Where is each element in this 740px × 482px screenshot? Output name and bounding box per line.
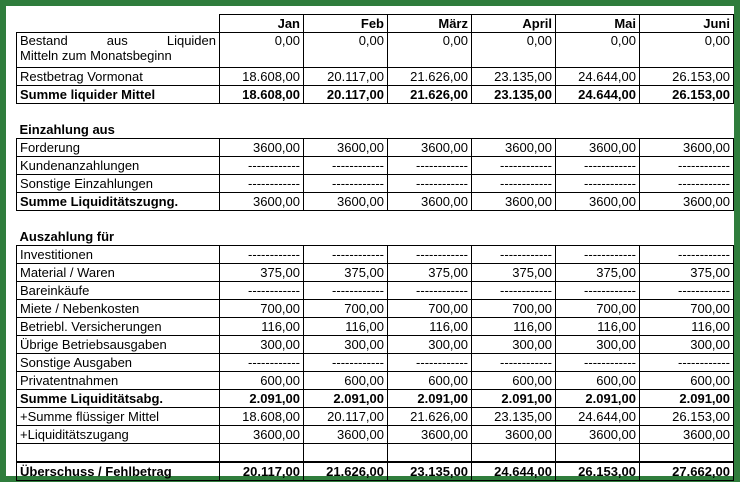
spacer-row [17, 211, 734, 229]
cell: 600,00 [304, 372, 388, 390]
row-label: Investitionen [17, 246, 220, 264]
cell: ------------ [556, 157, 640, 175]
cell: ------------ [388, 282, 472, 300]
cell: 700,00 [388, 300, 472, 318]
cell [472, 444, 556, 463]
row-label: Sonstige Einzahlungen [17, 175, 220, 193]
cell: 375,00 [388, 264, 472, 282]
cell: ------------ [304, 157, 388, 175]
cell: 18.608,00 [220, 86, 304, 104]
row-label-bestand [17, 33, 220, 68]
section-heading: Auszahlung für [19, 229, 115, 244]
row-label: Forderung [17, 139, 220, 157]
cell: 3600,00 [556, 426, 640, 444]
cell: 375,00 [304, 264, 388, 282]
sum-row [17, 193, 734, 211]
empty-row [17, 444, 734, 463]
cell: 3600,00 [556, 193, 640, 211]
cell: 3600,00 [304, 139, 388, 157]
cell: 700,00 [556, 300, 640, 318]
cell: 700,00 [472, 300, 556, 318]
cell: 3600,00 [388, 139, 472, 157]
table-row [17, 354, 734, 372]
cell: 600,00 [472, 372, 556, 390]
cell: ------------ [556, 246, 640, 264]
cell: ------------ [640, 246, 734, 264]
cell: ------------ [304, 354, 388, 372]
cell: 24.644,00 [556, 68, 640, 86]
header-row [17, 15, 734, 33]
cell: 20.117,00 [304, 86, 388, 104]
cell: 700,00 [220, 300, 304, 318]
cell: 3600,00 [304, 426, 388, 444]
cell: 300,00 [388, 336, 472, 354]
cell: 0,00 [556, 33, 640, 68]
cell: 300,00 [472, 336, 556, 354]
cell: 23.135,00 [472, 86, 556, 104]
cell: 3600,00 [472, 139, 556, 157]
cell: 116,00 [220, 318, 304, 336]
result-row [17, 462, 734, 481]
cell: 300,00 [556, 336, 640, 354]
header-month: Mai [556, 15, 640, 33]
cell: 700,00 [304, 300, 388, 318]
cell: 600,00 [556, 372, 640, 390]
cell: 600,00 [220, 372, 304, 390]
row-label: Bareinkäufe [17, 282, 220, 300]
cell: 600,00 [640, 372, 734, 390]
row-label: Sonstige Ausgaben [17, 354, 220, 372]
cell: ------------ [472, 157, 556, 175]
cell: ------------ [556, 282, 640, 300]
header-month: März [388, 15, 472, 33]
cell: 700,00 [640, 300, 734, 318]
cell: 26.153,00 [556, 462, 640, 481]
cell: ------------ [640, 157, 734, 175]
cell: 3600,00 [472, 426, 556, 444]
cell: 24.644,00 [472, 462, 556, 481]
cell: ------------ [388, 157, 472, 175]
cell: 23.135,00 [472, 68, 556, 86]
label-line: Bestand aus Liquiden [20, 33, 216, 48]
section-heading-row [17, 121, 734, 139]
cell: 116,00 [556, 318, 640, 336]
cell [304, 444, 388, 463]
cell: ------------ [556, 354, 640, 372]
cell: 18.608,00 [220, 408, 304, 426]
cell: ------------ [556, 175, 640, 193]
cell: 3600,00 [640, 193, 734, 211]
cell: 300,00 [640, 336, 734, 354]
row-label: Summe Liquiditätszugng. [17, 193, 220, 211]
table-row [17, 336, 734, 354]
cell: 2.091,00 [304, 390, 388, 408]
row-label: +Liquiditätszugang [17, 426, 220, 444]
cell: 3600,00 [220, 426, 304, 444]
cell [220, 444, 304, 463]
table-row [17, 139, 734, 157]
cell: ------------ [640, 282, 734, 300]
cell: 2.091,00 [388, 390, 472, 408]
cell: 3600,00 [556, 139, 640, 157]
cell: 3600,00 [388, 193, 472, 211]
spacer-row [17, 104, 734, 122]
cell: 21.626,00 [388, 408, 472, 426]
row-label: Überschuss / Fehlbetrag [17, 462, 220, 481]
cell [556, 444, 640, 463]
cell: 24.644,00 [556, 86, 640, 104]
section-heading-row [17, 228, 734, 246]
row-label: Summe liquider Mittel [17, 86, 220, 104]
row-label: +Summe flüssiger Mittel [17, 408, 220, 426]
cell: 23.135,00 [472, 408, 556, 426]
cell: 20.117,00 [220, 462, 304, 481]
cell: 0,00 [388, 33, 472, 68]
cell: 0,00 [640, 33, 734, 68]
table-row [17, 264, 734, 282]
cell: 20.117,00 [304, 68, 388, 86]
cell: 24.644,00 [556, 408, 640, 426]
cell: ------------ [388, 175, 472, 193]
header-month: Feb [304, 15, 388, 33]
cell: 0,00 [220, 33, 304, 68]
cell: 0,00 [304, 33, 388, 68]
section-heading: Einzahlung aus [19, 122, 115, 137]
table-row [17, 157, 734, 175]
cell: 27.662,00 [640, 462, 734, 481]
cell: ------------ [388, 246, 472, 264]
sum-row [17, 390, 734, 408]
cell: ------------ [304, 175, 388, 193]
cell: 116,00 [472, 318, 556, 336]
row-label: Übrige Betriebsausgaben [17, 336, 220, 354]
row-label: Summe Liquiditätsabg. [17, 390, 220, 408]
table-row [17, 372, 734, 390]
cell: 375,00 [556, 264, 640, 282]
table-row [17, 318, 734, 336]
cell: 26.153,00 [640, 86, 734, 104]
row-label: Kundenanzahlungen [17, 157, 220, 175]
cell: ------------ [388, 354, 472, 372]
row-label: Restbetrag Vormonat [17, 68, 220, 86]
table-row [17, 408, 734, 426]
cell: 21.626,00 [388, 68, 472, 86]
cell [388, 444, 472, 463]
cell: ------------ [220, 282, 304, 300]
cell [17, 444, 220, 463]
cell: 2.091,00 [472, 390, 556, 408]
header-month: Jan [220, 15, 304, 33]
table-row [17, 33, 734, 68]
table-row [17, 300, 734, 318]
cell: 21.626,00 [304, 462, 388, 481]
cell: 2.091,00 [556, 390, 640, 408]
row-label: Privatentnahmen [17, 372, 220, 390]
cell: ------------ [220, 157, 304, 175]
cell: 375,00 [640, 264, 734, 282]
cell: 3600,00 [640, 139, 734, 157]
cell: ------------ [640, 175, 734, 193]
label-line: Mitteln zum Monatsbeginn [20, 48, 172, 63]
cell: 26.153,00 [640, 408, 734, 426]
cell: 2.091,00 [640, 390, 734, 408]
cell: 300,00 [220, 336, 304, 354]
cell: 116,00 [640, 318, 734, 336]
table-row [17, 282, 734, 300]
cell: ------------ [304, 246, 388, 264]
sum-row [17, 86, 734, 104]
cell: ------------ [220, 246, 304, 264]
cell: 21.626,00 [388, 86, 472, 104]
cell: 116,00 [388, 318, 472, 336]
cell: 3600,00 [220, 139, 304, 157]
cell: 0,00 [472, 33, 556, 68]
cell: 116,00 [304, 318, 388, 336]
cell: 2.091,00 [220, 390, 304, 408]
cell: ------------ [472, 175, 556, 193]
table-row [17, 175, 734, 193]
cell: 3600,00 [640, 426, 734, 444]
cell: 375,00 [220, 264, 304, 282]
liquidity-plan-table [16, 14, 734, 481]
table-row [17, 426, 734, 444]
table-row [17, 68, 734, 86]
table-row [17, 246, 734, 264]
row-label: Betriebl. Versicherungen [17, 318, 220, 336]
cell [640, 444, 734, 463]
cell: 26.153,00 [640, 68, 734, 86]
cell: ------------ [220, 354, 304, 372]
cell: ------------ [220, 175, 304, 193]
header-corner [17, 15, 220, 33]
row-label: Miete / Nebenkosten [17, 300, 220, 318]
cell: 3600,00 [304, 193, 388, 211]
cell: 18.608,00 [220, 68, 304, 86]
cell: ------------ [472, 282, 556, 300]
cell: ------------ [640, 354, 734, 372]
cell: ------------ [472, 354, 556, 372]
cell: ------------ [304, 282, 388, 300]
cell: 23.135,00 [388, 462, 472, 481]
cell: 3600,00 [388, 426, 472, 444]
header-month: April [472, 15, 556, 33]
cell: 20.117,00 [304, 408, 388, 426]
cell: 3600,00 [472, 193, 556, 211]
cell: ------------ [472, 246, 556, 264]
cell: 375,00 [472, 264, 556, 282]
cell: 600,00 [388, 372, 472, 390]
row-label: Material / Waren [17, 264, 220, 282]
header-month: Juni [640, 15, 734, 33]
cell: 3600,00 [220, 193, 304, 211]
cell: 300,00 [304, 336, 388, 354]
